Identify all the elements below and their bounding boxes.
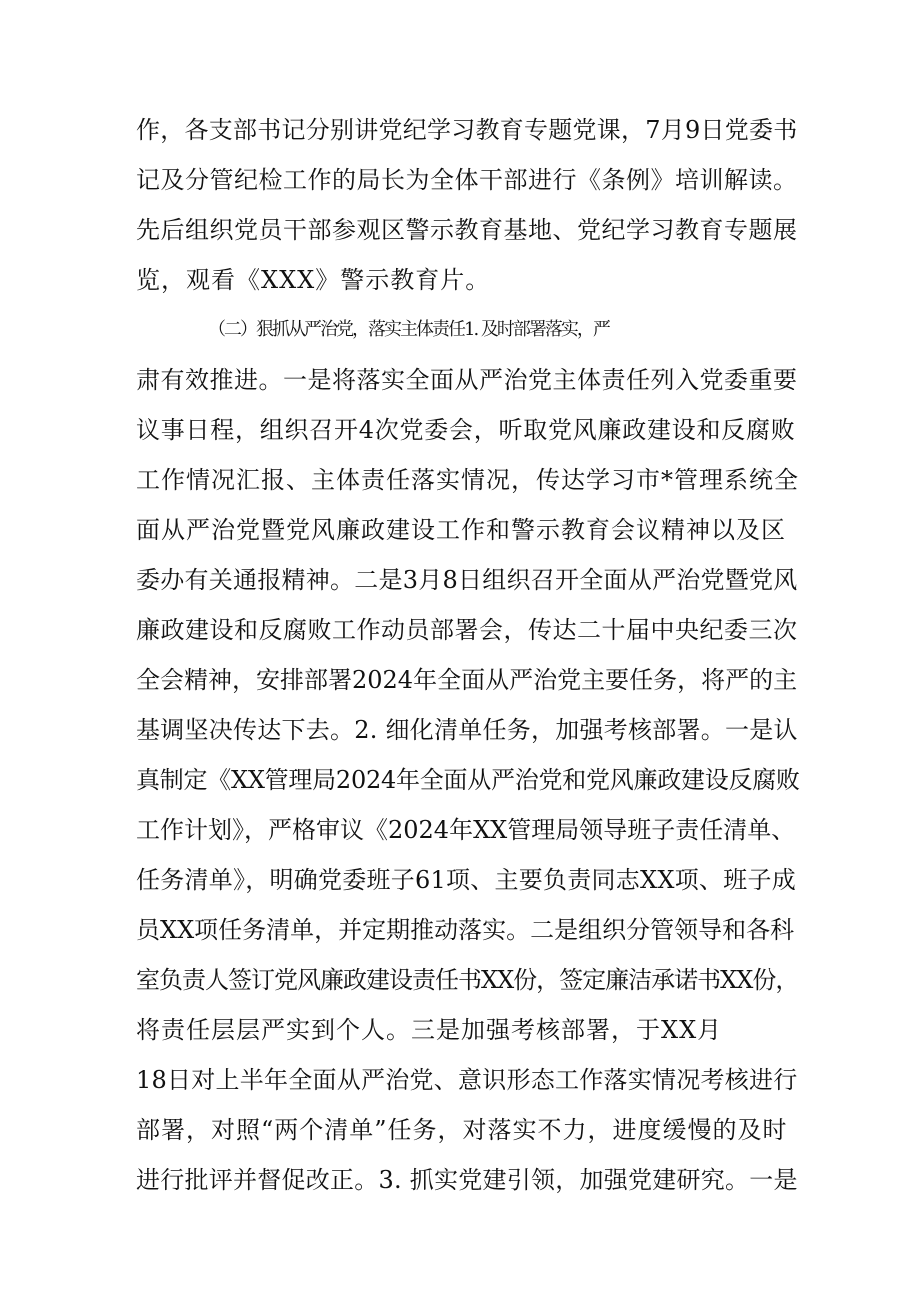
text-line: 览，观看《XXX》警示教育片。 [136,266,491,294]
text-line: 记及分管纪检工作的局长为全体干部进行《条例》培训解读。 [136,166,798,194]
text-line: 部署，对照“两个清单”任务，对落实不力，进度缓慢的及时 [136,1116,788,1144]
text-line: 作，各支部书记分别讲党纪学习教育专题党课，7月9日党委书 [136,116,798,144]
text-line: 任务清单》，明确党委班子61项、主要负责同志XX项、班子成 [136,866,796,894]
text-line: 肃有效推进。一是将落实全面从严治党主体责任列入党委重要 [136,366,798,394]
text-line: 委办有关通报精神。二是3月8日组织召开全面从严治党暨党风 [136,566,798,594]
text-line: 工作情况汇报、主体责任落实情况，传达学习市*管理系统全 [136,466,799,494]
text-line: 全会精神，安排部署2024年全面从严治党主要任务，将严的主 [136,666,798,694]
text-line: 先后组织党员干部参观区警示教育基地、党纪学习教育专题展 [136,216,798,244]
text-line: 廉政建设和反腐败工作动员部署会，传达二十届中央纪委三次 [136,616,798,644]
text-line: 真制定《XX管理局2024年全面从严治党和党风廉政建设反腐败 [136,766,800,794]
text-line: 将责任层层严实到个人。三是加强考核部署，于XX月 [136,1016,723,1044]
text-line: 议事日程，组织召开4次党委会，听取党风廉政建设和反腐败 [136,416,796,444]
text-line: 基调坚决传达下去。2. 细化清单任务，加强考核部署。一是认 [136,716,798,744]
text-line: 工作计划》，严格审议《2024年XX管理局领导班子责任清单、 [136,816,796,844]
text-line: 进行批评并督促改正。3. 抓实党建引领，加强党建研究。一是 [136,1166,798,1194]
text-line: 18日对上半年全面从严治党、意识形态工作落实情况考核进行 [136,1066,798,1094]
section-heading-line: （二）狠抓从严治党，落实主体责任1. 及时部署落实，严 [208,319,609,340]
text-line: 室负责人签订党风廉政建设责任书XX份，签定廉洁承诺书XX份， [136,966,799,994]
text-line: 员XX项任务清单，并定期推动落实。二是组织分管领导和各科 [136,916,795,944]
text-line: 面从严治党暨党风廉政建设工作和警示教育会议精神以及区 [136,516,786,544]
